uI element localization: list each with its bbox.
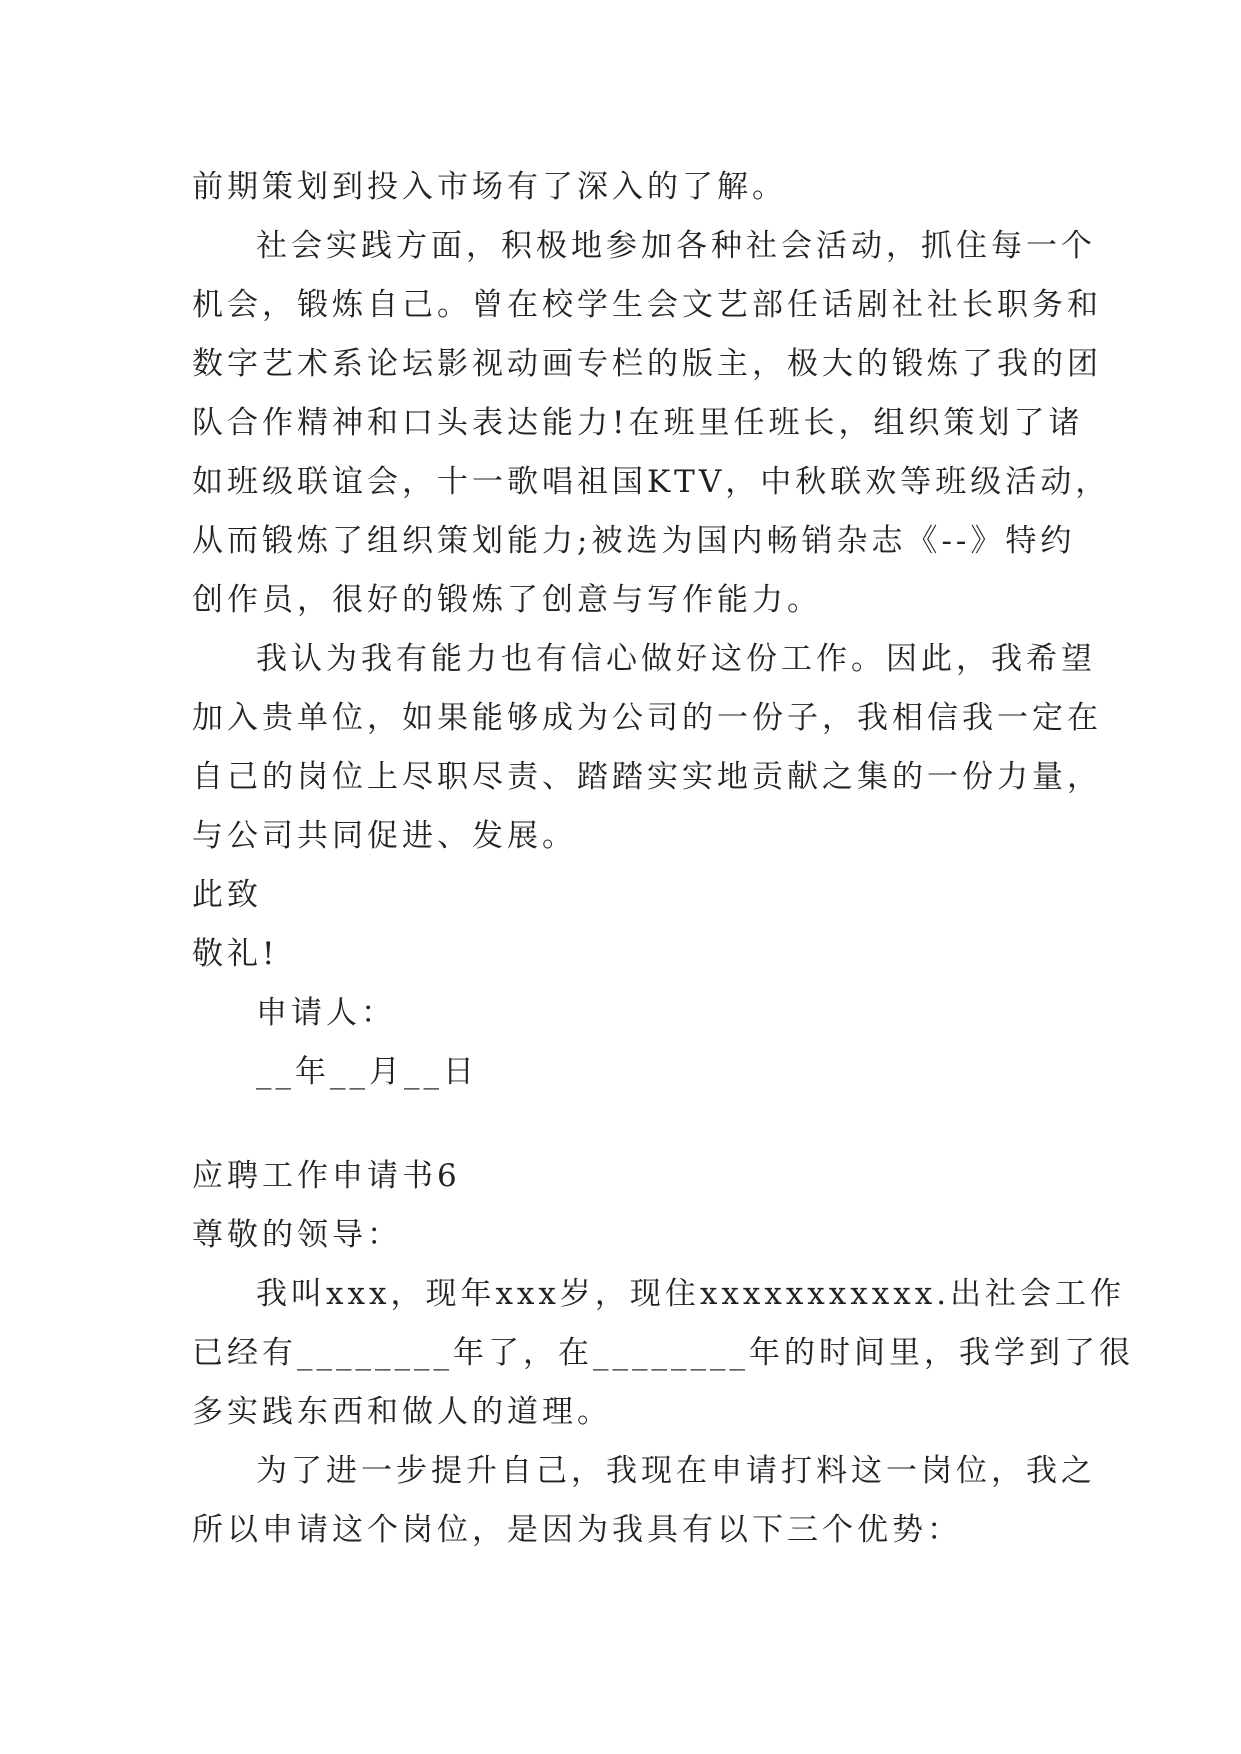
document-body: [192, 158, 1134, 1560]
text-line: 社会实践方面，积极地参加各种社会活动，抓住每一个: [256, 228, 1096, 264]
text-line: 为了进一步提升自己，我现在申请打料这一岗位，我之: [256, 1453, 1096, 1489]
text-line: 从而锻炼了组织策划能力;被选为国内畅销杂志《--》特约: [192, 523, 1076, 559]
text-line: 自己的岗位上尽职尽责、踏踏实实地贡献之集的一份力量，: [192, 759, 1102, 795]
text-line: 所以申请这个岗位，是因为我具有以下三个优势：: [192, 1512, 962, 1548]
text-line: __年__月__日: [256, 1054, 478, 1090]
text-line: 与公司共同促进、发展。: [192, 818, 577, 854]
text-line: 加入贵单位，如果能够成为公司的一份子，我相信我一定在: [192, 700, 1102, 736]
text-line: 创作员，很好的锻炼了创意与写作能力。: [192, 582, 822, 618]
text-line: 数字艺术系论坛影视动画专栏的版主，极大的锻炼了我的团: [192, 346, 1102, 382]
text-line: 应聘工作申请书6: [192, 1158, 461, 1194]
paragraph-gap: [192, 1102, 1072, 1147]
text-line: 申请人：: [256, 995, 396, 1031]
text-line: 此致: [192, 877, 262, 913]
text-line: 如班级联谊会，十一歌唱祖国KTV，中秋联欢等班级活动，: [192, 464, 1111, 500]
text-line: 尊敬的领导：: [192, 1217, 402, 1253]
text-line: 前期策划到投入市场有了深入的了解。: [192, 169, 787, 205]
text-line: 敬礼!: [192, 936, 279, 972]
text-line: 队合作精神和口头表达能力!在班里任班长，组织策划了诸: [192, 405, 1084, 441]
text-line: 已经有________年了，在________年的时间里，我学到了很: [192, 1335, 1134, 1371]
text-line: 机会，锻炼自己。曾在校学生会文艺部任话剧社社长职务和: [192, 287, 1102, 323]
text-line: 我认为我有能力也有信心做好这份工作。因此，我希望: [256, 641, 1096, 677]
text-line: 多实践东西和做人的道理。: [192, 1394, 612, 1430]
text-line: 我叫xxx，现年xxx岁，现住xxxxxxxxxxx.出社会工作: [256, 1276, 1126, 1312]
